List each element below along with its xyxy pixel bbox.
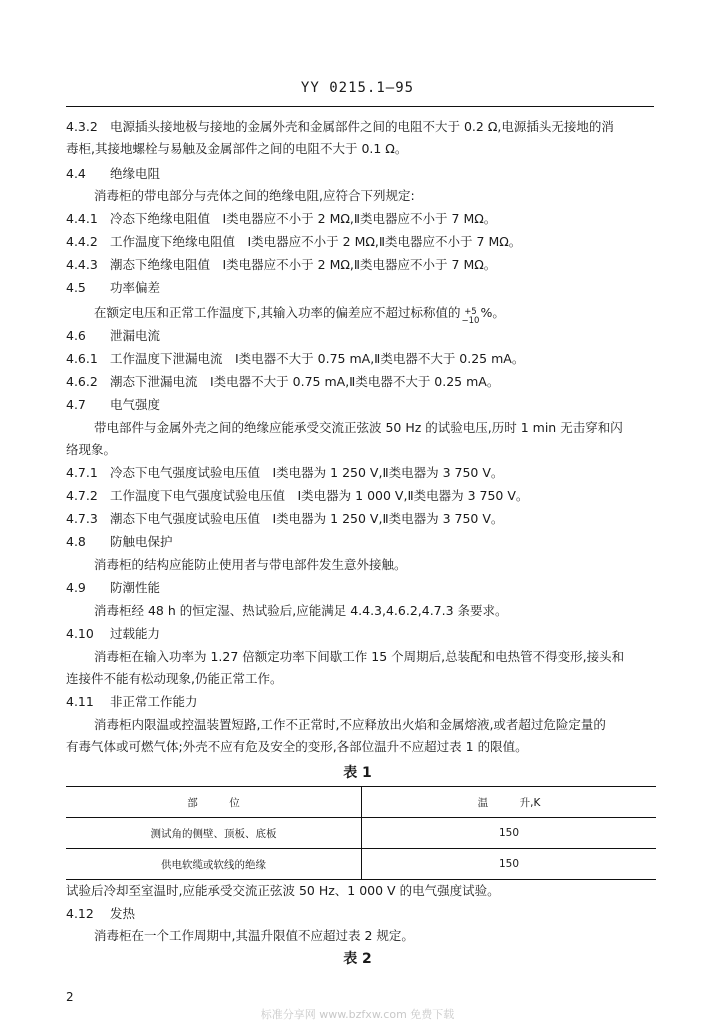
clause-number: 4.6 bbox=[66, 328, 86, 343]
clause-number: 4.9 bbox=[66, 580, 86, 595]
clause-title: 功率偏差 bbox=[110, 280, 161, 295]
clause-4-5-text bbox=[66, 302, 684, 326]
clause-title: 过载能力 bbox=[110, 626, 161, 641]
clause-number: 4.6.1 bbox=[66, 351, 98, 366]
clause-4-6-1 bbox=[66, 348, 656, 370]
table-row bbox=[66, 818, 656, 849]
clause-text: 潮态下泄漏电流 Ⅰ类电器不大于 0.75 mA,Ⅱ类电器不大于 0.25 mA。 bbox=[110, 374, 500, 389]
table-row bbox=[66, 849, 656, 880]
clause-4-10-line2: 连接件不能有松动现象,仍能正常工作。 bbox=[66, 671, 283, 686]
clause-text: 潮态下绝缘电阻值 Ⅰ类电器应不小于 2 MΩ,Ⅱ类电器应不小于 7 MΩ。 bbox=[110, 257, 497, 272]
clause-4-7-line1: 带电部件与金属外壳之间的绝缘应能承受交流正弦波 50 Hz 的试验电压,历时 1 min 无击穿和闪 bbox=[94, 420, 623, 435]
clause-number: 4.10 bbox=[66, 626, 94, 641]
table-header-row bbox=[66, 787, 656, 818]
clause-4-11-line2: 有毒气体或可燃气体;外壳不应有危及安全的变形,各部位温升不应超过表 1 的限值。 bbox=[66, 739, 528, 754]
power-deviation-suffix: %。 bbox=[480, 305, 505, 320]
clause-number: 4.4.2 bbox=[66, 234, 98, 249]
clause-text: 电源插头接地极与接地的金属外壳和金属部件之间的电阻不大于 0.2 Ω,电源插头无接地的消 bbox=[110, 119, 614, 134]
clause-title: 电气强度 bbox=[110, 397, 161, 412]
standard-code-header: YY 0215.1—95 bbox=[300, 80, 415, 96]
clause-title: 防触电保护 bbox=[110, 534, 173, 549]
clause-4-4-1 bbox=[66, 208, 656, 230]
clause-4-7-heading bbox=[66, 394, 656, 416]
clause-4-4-heading bbox=[66, 163, 656, 185]
clause-4-12-text: 消毒柜在一个工作周期中,其温升限值不应超过表 2 规定。 bbox=[94, 928, 414, 943]
clause-title: 发热 bbox=[110, 906, 136, 921]
header-rule bbox=[66, 106, 654, 107]
clause-4-6-heading bbox=[66, 325, 656, 347]
clause-text: 工作温度下电气强度试验电压值 Ⅰ类电器为 1 000 V,Ⅱ类电器为 3 750 V。 bbox=[110, 488, 529, 503]
table-2-title: 表 2 bbox=[343, 951, 372, 967]
clause-number: 4.7.2 bbox=[66, 488, 98, 503]
clause-number: 4.5 bbox=[66, 280, 86, 295]
cell-temp-rise: 150 bbox=[362, 818, 657, 849]
clause-text: 工作温度下绝缘电阻值 Ⅰ类电器应不小于 2 MΩ,Ⅱ类电器应不小于 7 MΩ。 bbox=[110, 234, 522, 249]
clause-4-4-3 bbox=[66, 254, 656, 276]
clause-number: 4.7.1 bbox=[66, 465, 98, 480]
clause-4-4-2 bbox=[66, 231, 656, 253]
clause-4-4-intro: 消毒柜的带电部分与壳体之间的绝缘电阻,应符合下列规定: bbox=[94, 188, 415, 203]
deviation-lower: −10 bbox=[461, 316, 480, 326]
clause-4-9-heading bbox=[66, 577, 656, 599]
header-part: 部 位 bbox=[66, 787, 362, 818]
clause-4-9-text: 消毒柜经 48 h 的恒定湿、热试验后,应能满足 4.4.3,4.6.2,4.7.3 条要求。 bbox=[94, 603, 508, 618]
table-1 bbox=[66, 786, 656, 880]
clause-text: 冷态下电气强度试验电压值 Ⅰ类电器为 1 250 V,Ⅱ类电器为 3 750 V。 bbox=[110, 465, 504, 480]
clause-4-5-heading bbox=[66, 277, 656, 299]
clause-4-8-text: 消毒柜的结构应能防止使用者与带电部件发生意外接触。 bbox=[94, 557, 407, 572]
clause-4-7-2 bbox=[66, 485, 656, 507]
clause-4-3-2-line2: 毒柜,其接地螺栓与易触及金属部件之间的电阻不大于 0.1 Ω。 bbox=[66, 141, 408, 156]
clause-text: 潮态下电气强度试验电压值 Ⅰ类电器为 1 250 V,Ⅱ类电器为 3 750 V。 bbox=[110, 511, 504, 526]
clause-number: 4.8 bbox=[66, 534, 86, 549]
clause-number: 4.4.3 bbox=[66, 257, 98, 272]
cell-temp-rise: 150 bbox=[362, 849, 657, 880]
clause-4-7-3 bbox=[66, 508, 656, 530]
clause-text: 冷态下绝缘电阻值 Ⅰ类电器应不小于 2 MΩ,Ⅱ类电器应不小于 7 MΩ。 bbox=[110, 211, 497, 226]
cell-part: 测试角的侧壁、顶板、底板 bbox=[66, 818, 362, 849]
clause-4-6-2 bbox=[66, 371, 656, 393]
header-temp-rise: 温 升,K bbox=[362, 787, 657, 818]
clause-number: 4.7.3 bbox=[66, 511, 98, 526]
clause-4-11-heading bbox=[66, 691, 656, 713]
clause-4-3-2-line1 bbox=[66, 116, 656, 138]
clause-4-8-heading bbox=[66, 531, 656, 553]
clause-number: 4.6.2 bbox=[66, 374, 98, 389]
clause-number: 4.3.2 bbox=[66, 119, 98, 134]
clause-title: 非正常工作能力 bbox=[110, 694, 198, 709]
clause-number: 4.11 bbox=[66, 694, 94, 709]
page-number: 2 bbox=[66, 990, 74, 1004]
clause-number: 4.4 bbox=[66, 166, 86, 181]
power-deviation-text: 在额定电压和正常工作温度下,其输入功率的偏差应不超过标称值的 bbox=[94, 305, 461, 320]
clause-4-7-1 bbox=[66, 462, 656, 484]
deviation-fraction bbox=[461, 308, 479, 326]
clause-title: 绝缘电阻 bbox=[110, 166, 161, 181]
clause-number: 4.4.1 bbox=[66, 211, 98, 226]
clause-number: 4.7 bbox=[66, 397, 86, 412]
clause-number: 4.12 bbox=[66, 906, 94, 921]
clause-4-10-line1: 消毒柜在输入功率为 1.27 倍额定功率下间歇工作 15 个周期后,总装配和电热管不得变形,接头和 bbox=[94, 649, 625, 664]
clause-4-11-line1: 消毒柜内限温或控温装置短路,工作不正常时,不应释放出火焰和金属熔液,或者超过危险定量的 bbox=[94, 717, 606, 732]
clause-4-10-heading bbox=[66, 623, 656, 645]
clause-title: 泄漏电流 bbox=[110, 328, 161, 343]
after-table-1-text: 试验后冷却至室温时,应能承受交流正弦波 50 Hz、1 000 V 的电气强度试验。 bbox=[66, 883, 500, 898]
watermark: 标准分享网 www.bzfxw.com 免费下载 bbox=[260, 1008, 455, 1021]
table-1-title: 表 1 bbox=[343, 765, 372, 781]
clause-4-12-heading bbox=[66, 903, 656, 925]
deviation-upper: +5 bbox=[464, 307, 477, 317]
clause-title: 防潮性能 bbox=[110, 580, 161, 595]
cell-part: 供电软缆或软线的绝缘 bbox=[66, 849, 362, 880]
clause-4-7-line2: 络现象。 bbox=[66, 442, 117, 457]
clause-text: 工作温度下泄漏电流 Ⅰ类电器不大于 0.75 mA,Ⅱ类电器不大于 0.25 mA。 bbox=[110, 351, 525, 366]
